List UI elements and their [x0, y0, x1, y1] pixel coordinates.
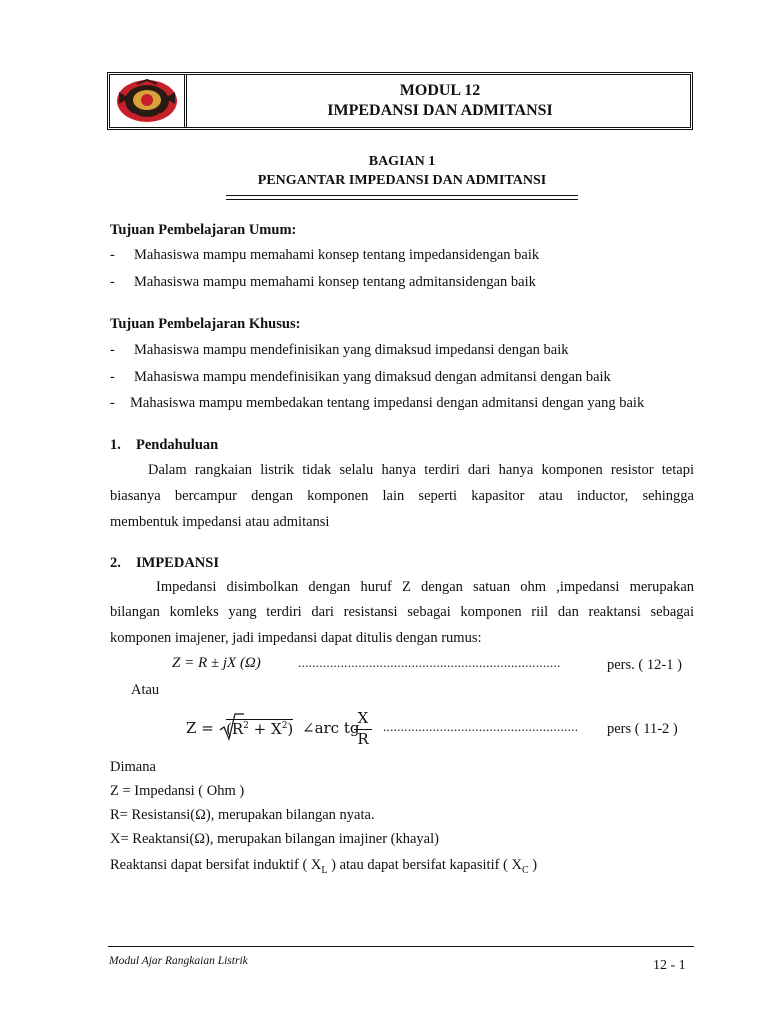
list-item: - Mahasiswa mampu memahami konsep tentang impedansidengan baik — [110, 247, 540, 263]
general-objectives-heading: Tujuan Pembelajaran Umum: — [110, 222, 297, 238]
where-label: Dimana — [110, 759, 156, 775]
footer-title: Modul Ajar Rangkaian Listrik — [109, 955, 248, 967]
module-title: IMPEDANSI DAN ADMITANSI — [327, 102, 553, 119]
header-divider — [184, 75, 187, 127]
formula-2-leader: ....................................................... — [383, 719, 579, 734]
section-2-line: bilangan komleks yang terdiri dari resistansi sebagai komponen riil dan reaktansi sebagai — [110, 604, 694, 620]
section-1-line: biasanya bercampur dengan komponen lain seperti kapasitor atau inductor, sehingga — [110, 488, 694, 504]
list-item: - Mahasiswa mampu mendefinisikan yang dimaksud impedansi dengan baik — [110, 342, 569, 358]
section-2-heading: 2. IMPEDANSI — [110, 555, 219, 571]
fraction-denominator: R — [357, 730, 369, 748]
reactance-note: Reaktansi dapat bersifat induktif ( $X_L$ ) atau dapat bersifat kapasitif ( $X_C$ ) — [110, 857, 538, 876]
part-number: BAGIAN 1 — [368, 154, 436, 169]
list-item: - Mahasiswa mampu memahami konsep tentang admitansidengan baik — [110, 274, 536, 290]
formula-2-reference: pers ( 11-2 ) — [607, 721, 678, 737]
fraction-numerator: X — [357, 709, 369, 727]
or-label: Atau — [131, 682, 160, 698]
formula-1-reference: pers. ( 12-1 ) — [607, 657, 682, 673]
root-argument: $(R^2 + X^2)$ — [226, 720, 294, 738]
footer-rule — [108, 946, 694, 947]
list-item: - Mahasiswa mampu membedakan tentang impedansi dengan admitansi dengan yang baik — [110, 395, 645, 411]
header-title-area — [190, 75, 690, 127]
section-1-line: Dalam rangkaian listrik tidak selalu hanya terdiri dari hanya komponen resistor tetapi — [148, 462, 694, 478]
formula-magnitude-angle: Z = — [186, 719, 214, 737]
section-1-heading: 1. Pendahuluan — [110, 437, 219, 453]
formula-1-leader: .......................................................................... — [298, 655, 561, 670]
formula-impedance: Z = R ± jX (Ω) — [172, 655, 261, 671]
section-2-line: Impedansi disimbolkan dengan huruf Z dengan satuan ohm ,impedansi merupakan — [156, 579, 694, 595]
definition-item: Z = Impedansi ( Ohm ) — [110, 783, 245, 799]
part-heading — [226, 152, 578, 190]
list-item: - Mahasiswa mampu mendefinisikan yang dimaksud dengan admitansi dengan baik — [110, 369, 611, 385]
heading-rule-top — [226, 195, 578, 196]
definition-item: R= Resistansi(Ω), merupakan bilangan nyata. — [110, 807, 375, 823]
arc-tangent: ∠arc tg — [302, 719, 360, 737]
module-header — [107, 72, 693, 130]
part-subtitle: PENGANTAR IMPEDANSI DAN ADMITANSI — [257, 173, 547, 188]
university-emblem-icon — [113, 78, 181, 124]
specific-objectives-heading: Tujuan Pembelajaran Khusus: — [110, 316, 301, 332]
section-1-line: membentuk impedansi atau admitansi — [110, 514, 330, 530]
page-number: 12 - 1 — [653, 958, 686, 973]
section-2-line: komponen imajener, jadi impedansi dapat ditulis dengan rumus: — [110, 630, 482, 646]
definition-item: X= Reaktansi(Ω), merupakan bilangan imajiner (khayal) — [110, 831, 439, 847]
heading-rule-bottom — [226, 199, 578, 200]
module-number: MODUL 12 — [399, 82, 481, 99]
